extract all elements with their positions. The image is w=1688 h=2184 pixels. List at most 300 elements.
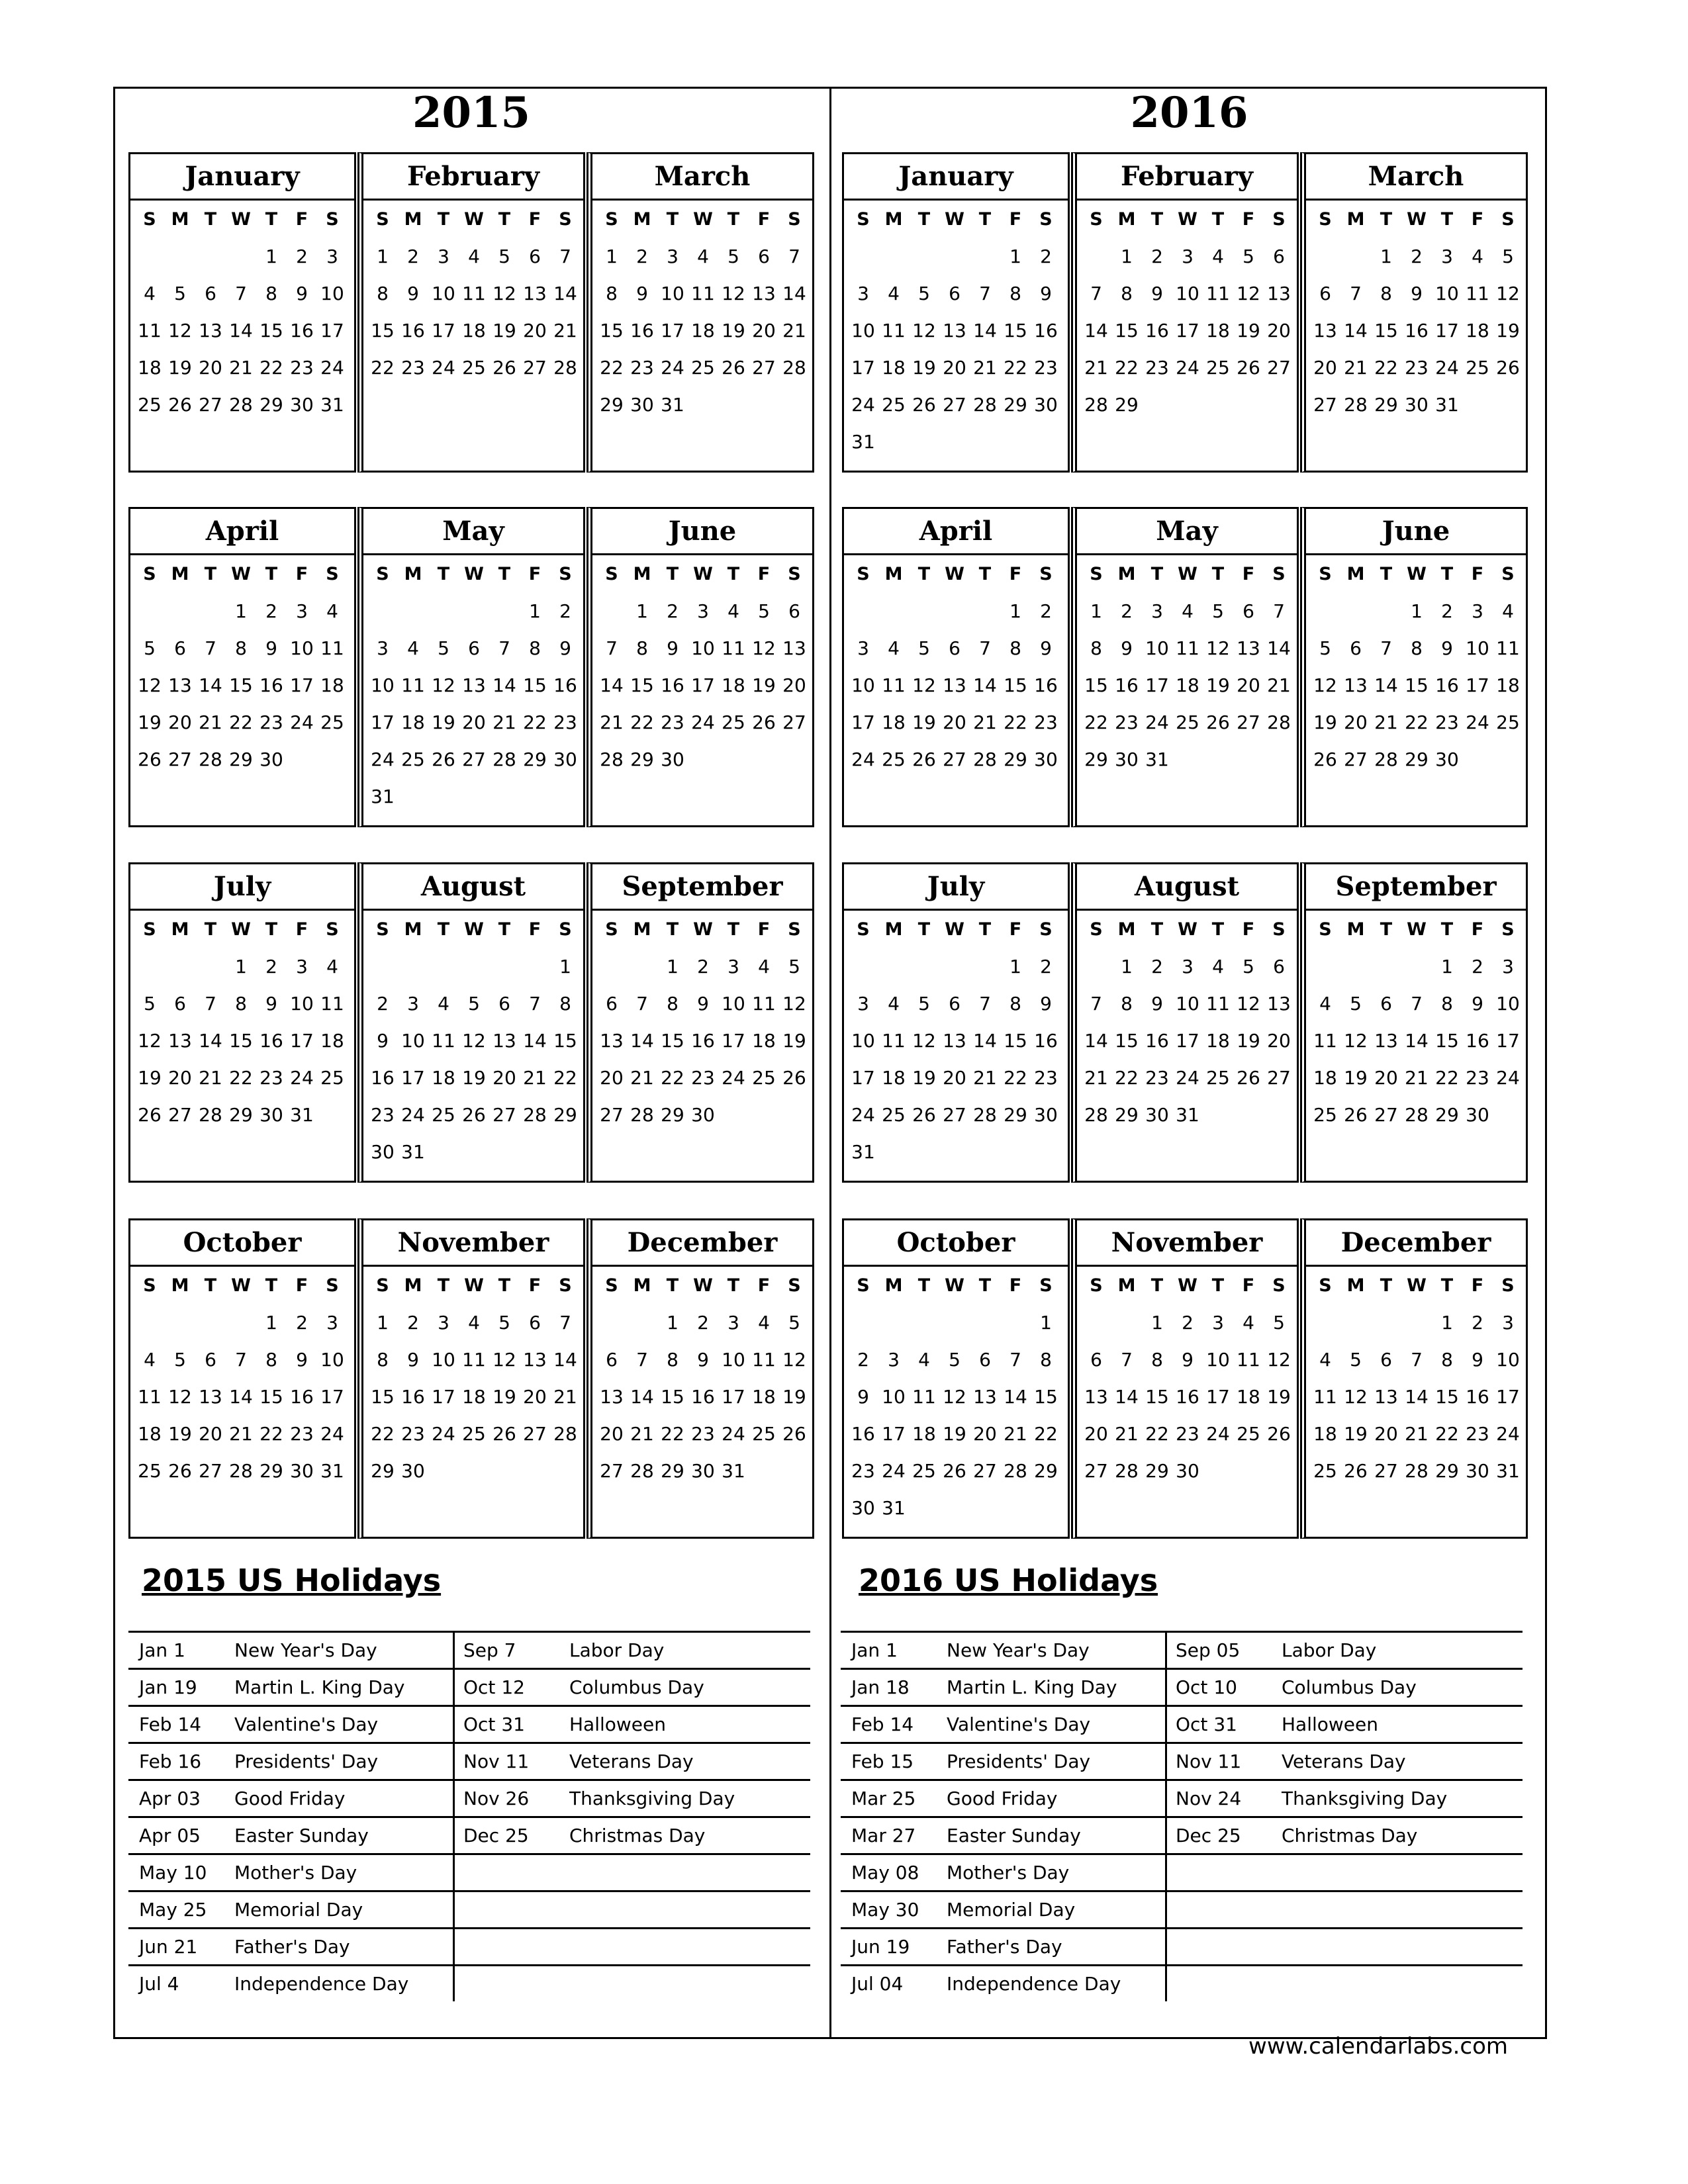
day-cell: 10 (722, 992, 745, 1015)
day-cell: 2 (1411, 245, 1423, 267)
day-cell: 20 (943, 356, 966, 379)
day-cell: 15 (553, 1029, 577, 1052)
day-cell: 24 (1466, 711, 1489, 733)
day-cell: 12 (752, 637, 776, 659)
holiday-date: May 30 (851, 1899, 919, 1921)
day-cell: 21 (1084, 356, 1108, 379)
holiday-date: Jan 18 (851, 1676, 910, 1698)
day-cell: 9 (265, 992, 277, 1015)
weekday-header: W (945, 919, 964, 940)
weekday-header: S (1090, 1275, 1103, 1296)
day-cell: 15 (1374, 319, 1398, 341)
day-cell: 6 (1243, 600, 1254, 622)
year-title-2015: 2015 (412, 88, 531, 138)
holiday-name: Easter Sunday (234, 1825, 369, 1846)
weekday-header: S (326, 1275, 339, 1296)
weekday-header: T (1150, 563, 1164, 584)
day-cell: 22 (259, 1422, 283, 1445)
day-cell: 14 (973, 674, 997, 696)
day-cell: 28 (492, 748, 516, 770)
day-cell: 6 (174, 992, 186, 1015)
day-cell: 24 (851, 393, 875, 416)
day-cell: 7 (1090, 282, 1102, 304)
empty-day-cell (226, 238, 256, 275)
day-cell: 25 (462, 1422, 486, 1445)
day-cell: 10 (320, 282, 344, 304)
holiday-date: Jul 04 (851, 1973, 904, 1995)
day-cell: 22 (259, 356, 283, 379)
day-cell: 27 (973, 1459, 997, 1482)
footer-url[interactable]: www.calendarlabs.com (1248, 2033, 1508, 2060)
month-name: October (844, 1220, 1068, 1267)
day-cell: 16 (1466, 1385, 1489, 1408)
weekday-header: S (857, 919, 870, 940)
holiday-name: Martin L. King Day (947, 1676, 1117, 1698)
day-cell: 15 (1435, 1029, 1459, 1052)
day-cell: 29 (229, 1103, 253, 1126)
day-cell: 18 (1206, 1029, 1230, 1052)
day-cell: 6 (1319, 282, 1331, 304)
day-cell: 11 (1206, 282, 1230, 304)
weekday-header: T (498, 919, 511, 940)
day-cell: 19 (912, 711, 936, 733)
day-cell: 26 (432, 748, 455, 770)
day-cell: 18 (320, 1029, 344, 1052)
holiday-name: Independence Day (947, 1973, 1121, 1995)
holiday-row (128, 1853, 453, 1890)
weekday-header: W (945, 1275, 964, 1296)
day-cell: 25 (752, 1066, 776, 1089)
weekday-header: F (1471, 208, 1484, 230)
day-cell: 23 (691, 1066, 715, 1089)
weekday-header: T (978, 1275, 992, 1296)
weekday-header: S (1501, 563, 1515, 584)
day-cell: 16 (290, 1385, 314, 1408)
day-cell: 15 (1115, 1029, 1139, 1052)
day-cell: 18 (138, 1422, 162, 1445)
empty-day-cell (165, 238, 195, 275)
day-cell: 9 (1441, 637, 1453, 659)
day-cell: 14 (1344, 319, 1368, 341)
day-cell: 24 (1176, 356, 1199, 379)
day-cell: 26 (782, 1066, 806, 1089)
holiday-name: Labor Day (1282, 1639, 1377, 1661)
day-cell: 16 (1145, 1029, 1169, 1052)
day-cell: 28 (1084, 1103, 1108, 1126)
month-day-grid (367, 555, 581, 815)
day-cell: 21 (973, 356, 997, 379)
day-cell: 11 (752, 1348, 776, 1371)
day-cell: 15 (259, 1385, 283, 1408)
empty-day-cell (939, 238, 970, 275)
month-day-grid (134, 911, 348, 1133)
month-may-2015 (357, 507, 585, 827)
day-cell: 12 (1237, 282, 1260, 304)
empty-day-cell (939, 1304, 970, 1341)
day-cell: 1 (1040, 1311, 1052, 1334)
day-cell: 16 (1145, 319, 1169, 341)
day-cell: 12 (1237, 992, 1260, 1015)
month-name: April (844, 509, 1068, 555)
day-cell: 31 (320, 1459, 344, 1482)
holiday-row (1165, 1779, 1523, 1816)
weekday-header: T (498, 563, 511, 584)
weekday-header: W (693, 919, 713, 940)
day-cell: 14 (973, 319, 997, 341)
weekday-header: W (1178, 563, 1197, 584)
empty-day-cell (1310, 948, 1340, 985)
day-cell: 1 (529, 600, 541, 622)
day-cell: 31 (401, 1140, 425, 1163)
day-cell: 15 (1004, 1029, 1027, 1052)
day-cell: 23 (1145, 356, 1169, 379)
day-cell: 28 (630, 1103, 654, 1126)
day-cell: 18 (1496, 674, 1520, 696)
day-cell: 27 (199, 1459, 222, 1482)
day-cell: 3 (438, 245, 449, 267)
weekday-header: W (464, 208, 484, 230)
day-cell: 9 (296, 1348, 308, 1371)
day-cell: 22 (1374, 356, 1398, 379)
day-cell: 12 (1267, 1348, 1291, 1371)
day-cell: 27 (1084, 1459, 1108, 1482)
day-cell: 2 (1040, 245, 1052, 267)
day-cell: 12 (943, 1385, 966, 1408)
day-cell: 10 (851, 674, 875, 696)
day-cell: 27 (1313, 393, 1337, 416)
day-cell: 22 (1115, 1066, 1139, 1089)
day-cell: 25 (691, 356, 715, 379)
weekday-header: M (1117, 208, 1136, 230)
day-cell: 13 (492, 1029, 516, 1052)
day-cell: 18 (752, 1385, 776, 1408)
month-december-2016 (1300, 1218, 1528, 1539)
weekday-header: S (1090, 563, 1103, 584)
day-cell: 30 (1466, 1103, 1489, 1126)
weekday-header: S (143, 563, 156, 584)
day-cell: 5 (758, 600, 770, 622)
day-cell: 17 (1496, 1385, 1520, 1408)
day-cell: 17 (1435, 319, 1459, 341)
day-cell: 16 (630, 319, 654, 341)
day-cell: 4 (468, 245, 480, 267)
holidays-title-2016: 2016 US Holidays (859, 1563, 1158, 1598)
holiday-row (453, 1668, 810, 1705)
month-day-grid (848, 1267, 1061, 1526)
day-cell: 7 (979, 992, 991, 1015)
holiday-row (128, 1631, 453, 1668)
day-cell: 19 (462, 1066, 486, 1089)
day-cell: 29 (661, 1459, 684, 1482)
day-cell: 4 (407, 637, 419, 659)
day-cell: 16 (1435, 674, 1459, 696)
day-cell: 31 (882, 1496, 906, 1519)
day-cell: 5 (918, 992, 930, 1015)
month-february-2016 (1071, 152, 1299, 473)
day-cell: 29 (1084, 748, 1108, 770)
month-name: September (1306, 864, 1526, 911)
weekday-header: T (727, 208, 740, 230)
day-cell: 11 (401, 674, 425, 696)
day-cell: 27 (168, 1103, 192, 1126)
month-day-grid (848, 201, 1061, 460)
weekday-header: W (693, 1275, 713, 1296)
day-cell: 10 (1435, 282, 1459, 304)
day-cell: 23 (1435, 711, 1459, 733)
day-cell: 28 (1267, 711, 1291, 733)
day-cell: 23 (553, 711, 577, 733)
day-cell: 11 (1313, 1385, 1337, 1408)
weekday-header: M (884, 208, 903, 230)
day-cell: 7 (235, 1348, 247, 1371)
holiday-name: Columbus Day (569, 1676, 704, 1698)
holiday-name: Christmas Day (1282, 1825, 1418, 1846)
day-cell: 10 (851, 1029, 875, 1052)
day-cell: 4 (144, 1348, 156, 1371)
weekday-header: S (326, 563, 339, 584)
day-cell: 5 (1243, 955, 1254, 978)
day-cell: 13 (943, 319, 966, 341)
day-cell: 1 (1121, 245, 1133, 267)
month-name: July (844, 864, 1068, 911)
weekday-header: M (171, 1275, 189, 1296)
day-cell: 12 (912, 319, 936, 341)
day-cell: 28 (1084, 393, 1108, 416)
day-cell: 25 (1206, 1066, 1230, 1089)
day-cell: 8 (1090, 637, 1102, 659)
day-cell: 21 (782, 319, 806, 341)
day-cell: 14 (973, 1029, 997, 1052)
day-cell: 5 (1350, 992, 1362, 1015)
day-cell: 28 (523, 1103, 547, 1126)
holiday-date: Dec 25 (1176, 1825, 1241, 1846)
day-cell: 29 (371, 1459, 395, 1482)
day-cell: 10 (1466, 637, 1489, 659)
day-cell: 30 (691, 1459, 715, 1482)
day-cell: 25 (1206, 356, 1230, 379)
day-cell: 24 (851, 1103, 875, 1126)
weekday-header: T (1440, 563, 1454, 584)
weekday-header: T (727, 563, 740, 584)
day-cell: 15 (1145, 1385, 1169, 1408)
empty-day-cell (627, 1304, 657, 1341)
day-cell: 4 (1319, 992, 1331, 1015)
day-cell: 16 (553, 674, 577, 696)
day-cell: 4 (888, 992, 900, 1015)
day-cell: 24 (1496, 1066, 1520, 1089)
weekday-header: T (1150, 919, 1164, 940)
month-day-grid (367, 201, 581, 386)
day-cell: 31 (1145, 748, 1169, 770)
holiday-date: Jun 21 (139, 1936, 198, 1958)
day-cell: 27 (1374, 1103, 1398, 1126)
day-cell: 31 (661, 393, 684, 416)
day-cell: 8 (1121, 282, 1133, 304)
day-cell: 3 (1182, 955, 1194, 978)
month-name: November (1077, 1220, 1297, 1267)
empty-day-cell (909, 948, 939, 985)
day-cell: 8 (559, 992, 571, 1015)
day-cell: 6 (1380, 1348, 1392, 1371)
empty-day-cell (909, 238, 939, 275)
day-cell: 8 (1441, 1348, 1453, 1371)
day-cell: 20 (973, 1422, 997, 1445)
holidays-column (128, 1631, 453, 2001)
month-june-2015 (586, 507, 814, 827)
weekday-header: M (404, 1275, 422, 1296)
empty-day-cell (1081, 948, 1111, 985)
day-cell: 16 (401, 319, 425, 341)
day-cell: 16 (1115, 674, 1139, 696)
day-cell: 27 (199, 393, 222, 416)
day-cell: 14 (1084, 1029, 1108, 1052)
day-cell: 4 (1212, 955, 1224, 978)
holiday-date: Oct 31 (1176, 1713, 1237, 1735)
holiday-row (128, 1779, 453, 1816)
day-cell: 10 (432, 1348, 455, 1371)
weekday-header: T (437, 208, 450, 230)
day-cell: 7 (1121, 1348, 1133, 1371)
day-cell: 15 (1034, 1385, 1058, 1408)
day-cell: 13 (1237, 637, 1260, 659)
day-cell: 24 (1176, 1066, 1199, 1089)
day-cell: 2 (296, 1311, 308, 1334)
day-cell: 13 (782, 637, 806, 659)
day-cell: 18 (1176, 674, 1199, 696)
day-cell: 25 (432, 1103, 455, 1126)
day-cell: 13 (943, 674, 966, 696)
weekday-header: S (1039, 1275, 1053, 1296)
month-day-grid (1310, 555, 1523, 778)
weekday-header: T (1380, 919, 1393, 940)
day-cell: 14 (553, 282, 577, 304)
day-cell: 27 (1267, 356, 1291, 379)
day-cell: 19 (1344, 1066, 1368, 1089)
day-cell: 13 (600, 1029, 624, 1052)
holiday-date: Nov 24 (1176, 1788, 1242, 1809)
holiday-date: Sep 05 (1176, 1639, 1241, 1661)
empty-day-cell (848, 238, 878, 275)
day-cell: 6 (529, 245, 541, 267)
day-cell: 22 (1084, 711, 1108, 733)
weekday-header: F (1471, 563, 1484, 584)
day-cell: 6 (1380, 992, 1392, 1015)
weekday-header: S (143, 919, 156, 940)
day-cell: 12 (912, 674, 936, 696)
holidays-column (841, 1631, 1165, 2001)
weekday-header: M (884, 1275, 903, 1296)
day-cell: 13 (168, 1029, 192, 1052)
day-cell: 15 (259, 319, 283, 341)
day-cell: 7 (1273, 600, 1285, 622)
day-cell: 11 (1313, 1029, 1337, 1052)
day-cell: 1 (1009, 955, 1021, 978)
day-cell: 1 (1441, 1311, 1453, 1334)
day-cell: 31 (1176, 1103, 1199, 1126)
holidays-column-divider (453, 1631, 455, 2001)
day-cell: 6 (468, 637, 480, 659)
weekday-header: T (1211, 919, 1225, 940)
day-cell: 2 (1441, 600, 1453, 622)
month-day-grid (1081, 911, 1294, 1133)
day-cell: 3 (296, 955, 308, 978)
day-cell: 18 (1313, 1422, 1337, 1445)
day-cell: 18 (320, 674, 344, 696)
holiday-row-empty (1165, 1890, 1523, 1927)
holiday-date: Jul 4 (139, 1973, 179, 1995)
empty-day-cell (939, 948, 970, 985)
day-cell: 12 (138, 1029, 162, 1052)
month-day-grid (1310, 201, 1523, 423)
day-cell: 20 (168, 1066, 192, 1089)
day-cell: 24 (661, 356, 684, 379)
day-cell: 23 (371, 1103, 395, 1126)
month-name: July (130, 864, 354, 911)
empty-day-cell (1000, 1304, 1031, 1341)
day-cell: 7 (636, 992, 648, 1015)
day-cell: 4 (727, 600, 739, 622)
day-cell: 27 (943, 1103, 966, 1126)
empty-day-cell (195, 1304, 226, 1341)
weekday-header: W (231, 208, 251, 230)
day-cell: 16 (259, 674, 283, 696)
day-cell: 27 (1267, 1066, 1291, 1089)
holiday-name: Halloween (1282, 1713, 1379, 1735)
weekday-header: S (376, 208, 389, 230)
day-cell: 15 (1115, 319, 1139, 341)
weekday-header: W (231, 1275, 251, 1296)
weekday-header: S (1501, 1275, 1515, 1296)
empty-day-cell (1340, 238, 1371, 275)
day-cell: 5 (788, 1311, 800, 1334)
day-cell: 2 (1472, 955, 1483, 978)
holiday-name: Thanksgiving Day (569, 1788, 735, 1809)
day-cell: 6 (606, 1348, 618, 1371)
day-cell: 17 (882, 1422, 906, 1445)
day-cell: 7 (498, 637, 510, 659)
day-cell: 22 (1145, 1422, 1169, 1445)
day-cell: 9 (1040, 637, 1052, 659)
day-cell: 6 (205, 282, 216, 304)
day-cell: 16 (1176, 1385, 1199, 1408)
day-cell: 1 (1441, 955, 1453, 978)
holiday-date: Feb 14 (139, 1713, 202, 1735)
day-cell: 22 (229, 1066, 253, 1089)
holiday-date: Oct 31 (463, 1713, 525, 1735)
day-cell: 27 (523, 356, 547, 379)
day-cell: 11 (1206, 992, 1230, 1015)
day-cell: 24 (882, 1459, 906, 1482)
day-cell: 23 (1145, 1066, 1169, 1089)
weekday-header: T (978, 919, 992, 940)
day-cell: 13 (523, 1348, 547, 1371)
day-cell: 11 (882, 674, 906, 696)
day-cell: 4 (1472, 245, 1483, 267)
empty-day-cell (428, 592, 459, 629)
day-cell: 2 (697, 1311, 709, 1334)
day-cell: 23 (1466, 1066, 1489, 1089)
weekday-header: M (633, 919, 651, 940)
weekday-header: S (1272, 1275, 1286, 1296)
day-cell: 21 (1267, 674, 1291, 696)
day-cell: 6 (979, 1348, 991, 1371)
day-cell: 11 (138, 319, 162, 341)
month-name: September (592, 864, 812, 911)
day-cell: 8 (1380, 282, 1392, 304)
weekday-header: T (498, 1275, 511, 1296)
day-cell: 12 (462, 1029, 486, 1052)
day-cell: 21 (1405, 1066, 1429, 1089)
